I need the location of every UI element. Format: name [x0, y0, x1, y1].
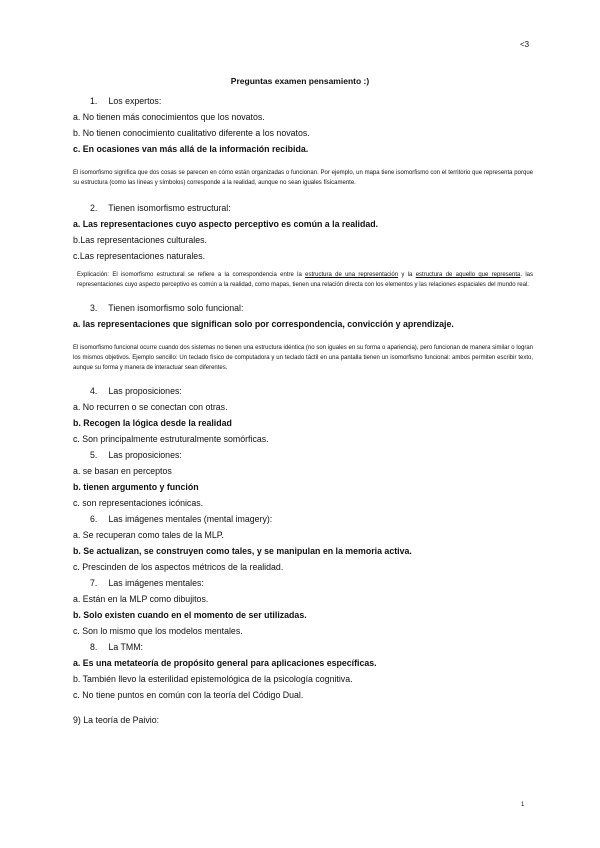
explanation-text: y la [401, 272, 413, 279]
question-5 [73, 447, 533, 463]
q1-option-a: a. No tienen más conocimientos que los novatos. [73, 112, 265, 122]
q1-explanation: El isomorfismo significa que dos cosas se parecen en cómo están organizadas o funcionan. Por ejemplo, un mapa tiene isomorfismo con el territorio que representa porque su estructura (como las líneas y símbolos) corresponde a la realidad, aunque no sean iguales físicamente. [73, 170, 533, 186]
q4-option-b: b. Recogen la lógica desde la realidad [73, 418, 232, 429]
q8-option-c: c. No tiene puntos en común con la teoría del Código Dual. [73, 690, 304, 701]
question-number: 5. [90, 450, 98, 461]
q5-option-a: a. se basan en perceptos [73, 466, 172, 477]
question-7 [73, 575, 533, 591]
q5-option-c: c. son representaciones icónicas. [73, 498, 204, 509]
question-text: Las imágenes mentales (mental imagery): [108, 514, 273, 525]
q3-option-a: a. las representaciones que significan solo por correspondencia, convicción y aprendizaje. [73, 319, 454, 330]
question-9: 9) La teoría de Paivio: [73, 715, 160, 726]
question-number: 3. [90, 303, 98, 314]
question-text: Las proposiciones: [108, 450, 182, 461]
question-8 [73, 639, 533, 655]
q2-option-a: a. Las representaciones cuyo aspecto perceptivo es común a la realidad. [73, 219, 379, 230]
question-text: La TMM: [108, 642, 143, 653]
question-text: Las proposiciones: [108, 386, 182, 397]
page-number: 1 [521, 802, 525, 808]
explanation-underlined: estructura de una representación [305, 272, 399, 279]
explanation-underlined: estructura de aquello que representa [415, 272, 521, 279]
q1-option-c: c. En ocasiones van más allá de la información recibida. [73, 144, 309, 154]
q6-option-c: c. Prescinden de los aspectos métricos de la realidad. [73, 562, 284, 573]
heart-mark: <3 [520, 40, 530, 49]
q8-option-a: a. Es una metateoría de propósito general para aplicaciones específicas. [73, 658, 377, 669]
q6-option-b: b. Se actualizan, se construyen como tales, y se manipulan en la memoria activa. [73, 546, 412, 557]
q5-option-b: b. tienen argumento y función [73, 482, 199, 493]
question-number: 2. [90, 203, 98, 214]
explanation-text: . las representaciones cuyo aspecto perceptivo es común a la realidad, como mapas, tienen una relación directa con los elementos y las relaciones espaciales del mundo real. [77, 272, 533, 288]
question-number: 1. [90, 96, 98, 106]
q7-option-b: b. Solo existen cuando en el momento de ser utilizadas. [73, 610, 307, 621]
question-3 [73, 300, 533, 316]
q6-option-a: a. Se recuperan como tales de la MLP. [73, 530, 224, 541]
question-text: Tienen isomorfismo solo funcional: [108, 303, 244, 314]
q4-option-c: c. Son principalmente estruturalmente somórficas. [73, 434, 269, 445]
q3-explanation: El isomorfismo funcional ocurre cuando dos sistemas no tienen una estructura idéntica (no son iguales en su forma o apariencia), pero funcionan de manera similar o logran los mismos objetivos. Ejemplo sencillo: Un teclado físico de computadora y un teclado táctil en una pantalla tienen un isomorfismo funcional: ambos permiten escribir texto, aunque su forma y manera de interactuar sean diferentes. [73, 345, 533, 371]
question-4 [73, 383, 533, 399]
q7-option-a: a. Están en la MLP como dibujitos. [73, 594, 209, 605]
question-number: 6. [90, 514, 98, 525]
question-number: 4. [90, 386, 98, 397]
q2-explanation [73, 271, 533, 290]
q1-option-b: b. No tienen conocimiento cualitativo diferente a los novatos. [73, 128, 310, 138]
explanation-text: Explicación: El isomorfismo estructural se refiere a la correspondencia entre la [77, 272, 302, 279]
question-number: 8. [90, 642, 98, 653]
q4-option-a: a. No recurren o se conectan con otras. [73, 402, 228, 413]
q8-option-b: b. También llevo la esterilidad epistemológica de la psicología cognitiva. [73, 674, 353, 685]
document-body [73, 88, 533, 725]
q7-option-c: c. Son lo mismo que los modelos mentales. [73, 626, 243, 637]
question-text: Tienen isomorfismo estructural: [108, 203, 231, 214]
question-text: Los expertos: [108, 96, 162, 106]
question-2 [73, 200, 533, 216]
question-text: Las imágenes mentales: [108, 578, 204, 589]
question-6 [73, 511, 533, 527]
q2-option-b: b.Las representaciones culturales. [73, 235, 207, 246]
q2-option-c: c.Las representaciones naturales. [73, 251, 206, 262]
question-1 [73, 93, 533, 109]
page-title: Preguntas examen pensamiento :) [230, 76, 370, 86]
question-number: 7. [90, 578, 98, 589]
